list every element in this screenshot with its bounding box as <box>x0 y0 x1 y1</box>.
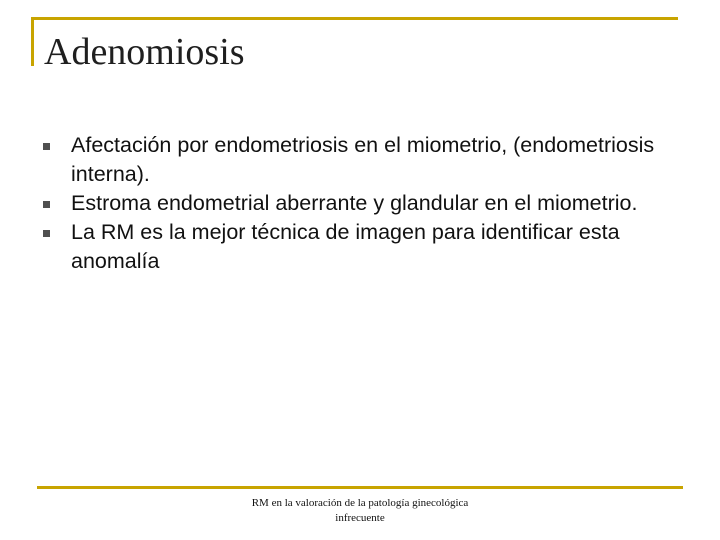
title-side-rule <box>31 17 34 66</box>
bullet-text: Afectación por endometriosis en el miometrio, (endometriosis interna). <box>71 133 655 186</box>
slide-footer: RM en la valoración de la patología ginecológica infrecuente <box>251 497 469 524</box>
slide-title: Adenomiosis <box>44 31 245 73</box>
bullet-item <box>40 131 690 189</box>
bullet-item <box>40 189 690 218</box>
square-bullet-icon <box>43 201 50 208</box>
bullet-item <box>40 218 690 276</box>
title-top-rule <box>31 17 678 20</box>
bullet-text: La RM es la mejor técnica de imagen para identificar esta anomalía <box>71 220 620 273</box>
bullet-list <box>40 131 690 276</box>
square-bullet-icon <box>43 143 50 150</box>
footer-rule <box>37 486 683 489</box>
bullet-text: Estroma endometrial aberrante y glandular en el miometrio. <box>71 191 638 215</box>
square-bullet-icon <box>43 230 50 237</box>
